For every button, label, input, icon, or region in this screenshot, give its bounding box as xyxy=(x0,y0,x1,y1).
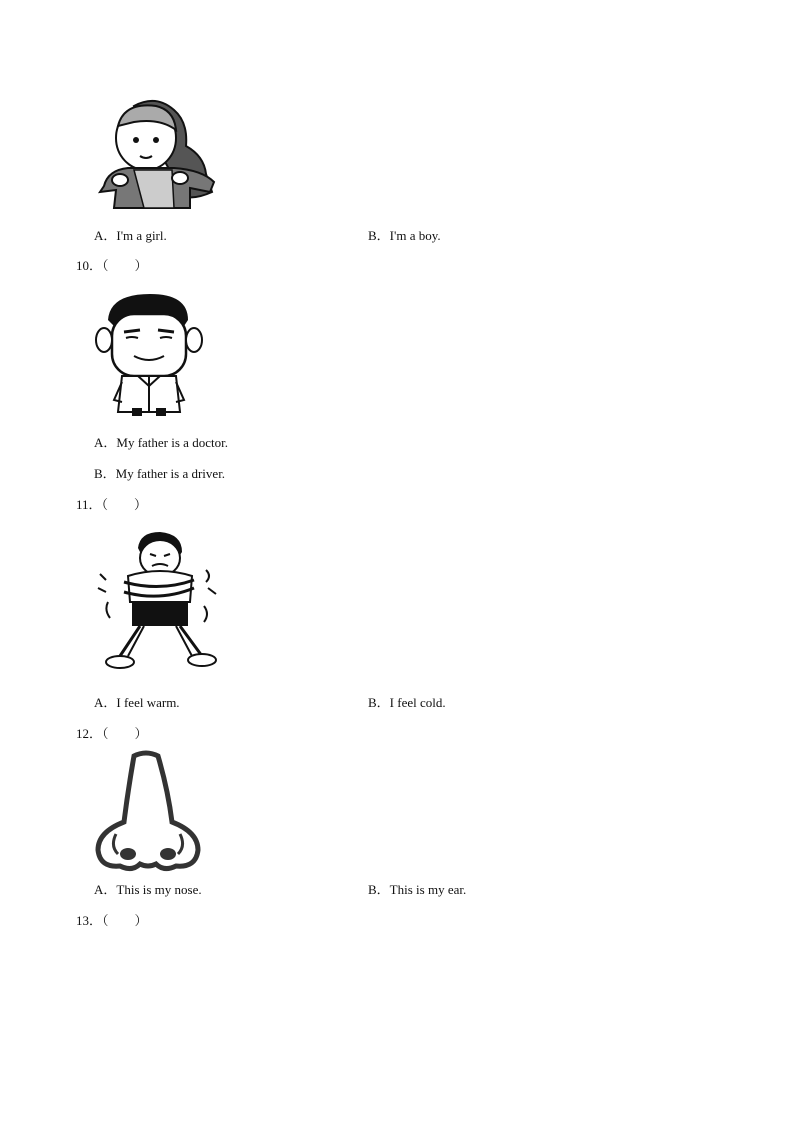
option-text: I'm a boy. xyxy=(389,228,441,243)
question-option[interactable] xyxy=(94,435,228,451)
question-number-row xyxy=(76,258,148,274)
option-text: My father is a doctor. xyxy=(116,435,228,450)
question-option[interactable] xyxy=(368,228,441,244)
option-letter: B． xyxy=(368,882,390,897)
option-letter: B． xyxy=(368,695,390,710)
option-letter: A． xyxy=(94,695,117,710)
question-number-row xyxy=(76,913,148,929)
cold-boy-picture xyxy=(94,530,224,676)
answer-blank[interactable]: （ ） xyxy=(102,258,148,273)
answer-blank[interactable]: （ ） xyxy=(102,726,148,741)
question-option[interactable] xyxy=(368,695,446,711)
question-number: 10． xyxy=(76,258,103,273)
girl-picture xyxy=(94,96,224,212)
option-text: My father is a driver. xyxy=(115,466,226,481)
question-number: 13． xyxy=(76,913,103,928)
option-text: I feel cold. xyxy=(389,695,446,710)
nose-picture xyxy=(94,750,202,874)
question-number-row xyxy=(76,497,147,513)
answer-blank[interactable]: （ ） xyxy=(101,497,148,512)
question-option[interactable] xyxy=(94,466,225,482)
option-letter: A． xyxy=(94,435,117,450)
father-doctor-picture xyxy=(94,290,204,418)
question-number: 11． xyxy=(76,497,102,512)
question-number-row xyxy=(76,726,148,742)
option-letter: B． xyxy=(368,228,390,243)
option-text: I'm a girl. xyxy=(116,228,167,243)
option-letter: B． xyxy=(94,466,116,481)
option-text: This is my nose. xyxy=(116,882,202,897)
question-number: 12． xyxy=(76,726,103,741)
option-text: I feel warm. xyxy=(116,695,180,710)
question-option[interactable] xyxy=(94,695,180,711)
option-letter: A． xyxy=(94,228,117,243)
answer-blank[interactable]: （ ） xyxy=(102,913,148,928)
option-letter: A． xyxy=(94,882,117,897)
question-option[interactable] xyxy=(94,228,167,244)
question-option[interactable] xyxy=(94,882,202,898)
option-text: This is my ear. xyxy=(389,882,467,897)
question-option[interactable] xyxy=(368,882,466,898)
